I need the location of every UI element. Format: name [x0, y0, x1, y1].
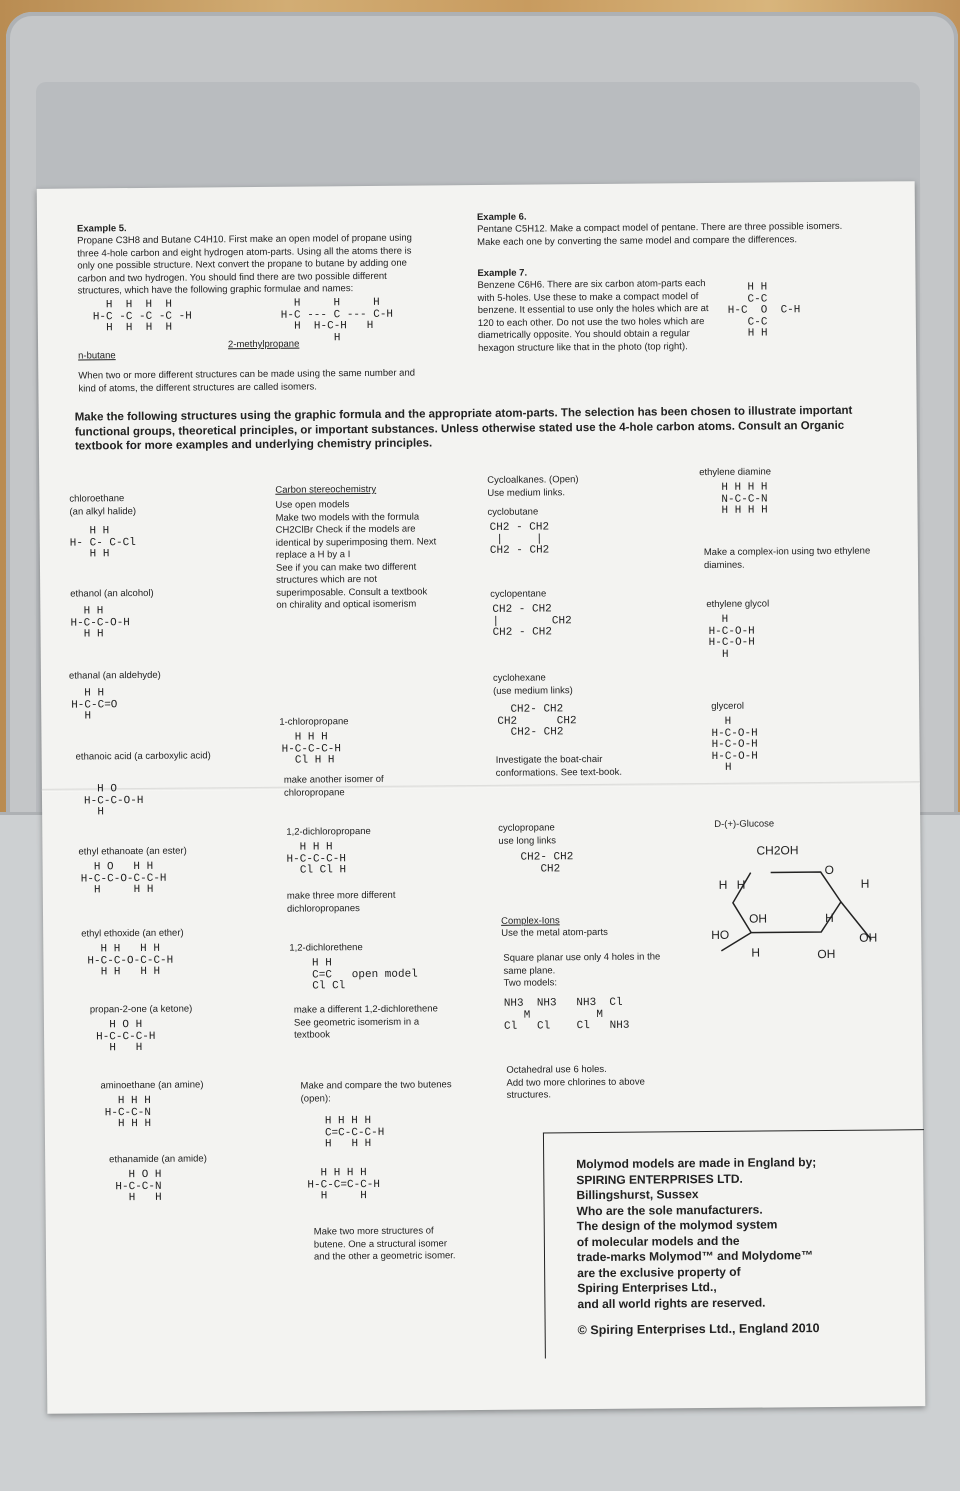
instructions: Make the following structures using the graphic formula and the appropriate atom-parts. The selection has been chosen to illustrate important functional groups, theoretical principles, or important substances. Unless otherwise stated use the 4-hole carbon atoms. Consult an Organic textbook for more examples and underlying chemistry principles. — [74, 404, 853, 453]
stereo-text: Use open models Make two models with the formula CH2ClBr Check if the models are identical by superimposing them. Next replace a H by a I See if you can make two different structures which are not superimposable. Consult a textbook on chirality and optical isomerism — [275, 499, 437, 611]
butenes-label: Make and compare the two butenes (open): — [300, 1079, 452, 1105]
glucose-h5: H — [751, 945, 761, 960]
glucose-oh1: OH — [749, 911, 768, 926]
dichloropropane-label: 1,2-dichloropropane — [286, 825, 371, 838]
ethanol-label: ethanol (an alcohol) — [70, 587, 154, 600]
glucose-label: D-(+)-Glucose — [714, 818, 775, 830]
chloroethane-formula: H H H- C- C-Cl H H — [69, 525, 136, 561]
glucose-h4: H — [825, 910, 834, 926]
ethylene-diamine-label: ethylene diamine — [699, 466, 772, 479]
copyright: © Spiring Enterprises Ltd., England 2010 — [577, 1321, 820, 1338]
nbutane-label: n-butane — [78, 350, 116, 362]
glucose-ho: HO — [711, 927, 730, 942]
cyclohexane-formula: CH2- CH2 CH2 CH2 CH2- CH2 — [497, 703, 577, 739]
octahedral-text: Octahedral use 6 holes. Add two more chlorines to above structures. — [506, 1063, 645, 1101]
dichloroethene-label: 1,2-dichlorethene — [289, 942, 363, 954]
chloropropane-label: 1-chloropropane — [279, 716, 349, 728]
cyclo-title: Cycloalkanes. (Open) Use medium links. — [487, 474, 579, 499]
nbutane-formula: H H H H H-C -C -C -C -H H H H H — [92, 298, 192, 335]
complex-ions-block — [501, 901, 666, 940]
glucose-ch2oh: CH2OH — [756, 843, 799, 858]
stereo-title: Carbon stereochemistry — [275, 483, 377, 496]
paper-fold — [42, 781, 920, 792]
ethylene-glycol-label: ethylene glycol — [706, 598, 770, 611]
glucose-h1: H — [718, 877, 728, 892]
example5-block — [77, 207, 423, 298]
isomers-definition: When two or more different structures can be made using the same number and kind of atoms, the different structures are called isomers. — [78, 367, 416, 394]
methylpropane-label: 2-methylpropane — [227, 338, 300, 351]
cyclobutane-label: cyclobutane — [487, 506, 539, 518]
example6-title: Example 6. — [476, 211, 527, 223]
square-planar-text: Square planar use only 4 holes in the same plane. Two models: — [503, 951, 661, 989]
chloropropane-note: make another isomer of chloropropane — [283, 773, 384, 799]
butene2-formula: H H H H H-C-C=C-C-H H H — [307, 1167, 381, 1203]
example5-title: Example 5. — [76, 222, 127, 235]
example6-block — [477, 196, 847, 249]
ethanol-formula: H H H-C-C-O-H H H — [70, 605, 130, 641]
dichloropropane-note: make three more different dichloropropanes — [286, 889, 396, 915]
ethyl-ethoxide-label: ethyl ethoxide (an ether) — [81, 927, 184, 940]
glucose-ring-drawing — [710, 839, 891, 971]
cyclopropane-label: cyclopropane use long links — [498, 822, 556, 847]
instruction-sheet — [37, 181, 926, 1414]
ethyl-ethanoate-label: ethyl ethanoate (an ester) — [78, 845, 187, 858]
glucose-h2: H — [736, 877, 746, 892]
ethanamide-label: ethanamide (an amide) — [109, 1153, 207, 1166]
cyclobutane-formula: CH2 - CH2 | | CH2 - CH2 — [489, 521, 550, 557]
cyclopropane-formula: CH2- CH2 CH2 — [520, 851, 574, 876]
chloropropane-formula: H H H H-C-C-C-H Cl H H — [281, 731, 342, 767]
cyclopentane-label: cyclopentane — [490, 588, 547, 600]
ethanamide-formula: H O H H-C-C-N H H — [115, 1168, 162, 1205]
example7-block — [477, 253, 718, 355]
example5-text: Propane C3H8 and Butane C4H10. First make an open model of propane using three 4-hole carbon and eight hydrogen atom-parts. Using all the atoms there is only one possible structure. Next convert the propane to butane by adding one carbon and two hydrogen. You should find there are two possible different structures, which have the following graphic formulae and names: — [77, 232, 412, 297]
cyclohexane-label: cyclohexane (use medium links) — [492, 672, 573, 697]
butene1-formula: H H H H C=C-C-C-H H H H — [324, 1114, 385, 1151]
aminoethane-formula: H H H H-C-C-N H H H — [104, 1094, 152, 1131]
ethyl-ethoxide-formula: H H H H H-C-C-O-C-C-H H H H H — [87, 942, 174, 979]
glycerol-formula: H H-C-O-H H-C-O-H H-C-O-H H — [711, 715, 758, 774]
example7-text: Benzene C6H6. There are six carbon atom-parts each with 5-holes. Use these to make a compact model of benzene. It essential to use only the holes which are at 120 to each other. Do not use the two holes which are diametrically opposite. You should obtain a regular hexagon structure like that in the photo (top right). — [477, 278, 709, 354]
square-planar-formula: NH3 NH3 NH3 Cl M M Cl Cl Cl NH3 — [503, 996, 630, 1033]
dichloropropane-formula: H H H H-C-C-C-H Cl Cl H — [286, 841, 347, 877]
glycerol-label: glycerol — [711, 700, 745, 712]
example6-text: Pentane C5H12. Make a compact model of pentane. There are three possible isomers. Make each one by converting the same model and compare the differences. — [476, 220, 843, 248]
glucose-oh2: OH — [859, 930, 878, 945]
dichloroethene-formula: H H C=C open model Cl Cl — [305, 957, 418, 993]
methylpropane-formula: H H H H-C --- C --- C-H H H-C-H H H — [280, 296, 394, 345]
manufacturer-box — [543, 1129, 926, 1358]
aminoethane-label: aminoethane (an amine) — [100, 1079, 204, 1092]
ethylene-glycol-formula: H H-C-O-H H-C-O-H H — [708, 613, 755, 661]
dichloroethene-note: make a different 1,2-dichlorethene See geometric isomerism in a textbook — [293, 1003, 438, 1041]
glucose-h3: H — [860, 876, 870, 891]
butenes-note: Make two more structures of butene. One a structural isomer and the other a geometric isomer. — [313, 1225, 456, 1263]
cyclopentane-formula: CH2 - CH2 | CH2 CH2 - CH2 — [492, 603, 572, 639]
ethanal-formula: H H H-C-C=O H — [71, 687, 118, 723]
ethyl-ethanoate-formula: H O H H H-C-C-O-C-C-H H H H — [80, 860, 167, 897]
glucose-ring — [710, 839, 891, 971]
glucose-o: O — [824, 862, 835, 878]
complex-ion-note: Make a complex-ion using two ethylene diamines. — [703, 545, 871, 571]
ethanoic-acid-label: ethanoic acid (a carboxylic acid) — [75, 750, 211, 763]
example7-title: Example 7. — [477, 267, 528, 279]
ethanoic-acid-formula: H O H-C-C-O-H H — [83, 783, 144, 819]
complex-ions-title: Complex-Ions — [501, 914, 560, 927]
ethanal-label: ethanal (an aldehyde) — [68, 669, 161, 682]
propanone-label: propan-2-one (a ketone) — [89, 1003, 193, 1016]
manufacturer-text: Molymod models are made in England by; SPIRING ENTERPRISES LTD. Billingshurst, Sussex Who are the sole manufacturers. The design of the molymod system of molecular models and the trade-marks Molymod™ and Molydome™ are the exclusive property of Spiring Enterprises Ltd., and all world rights are reserved. — [576, 1155, 817, 1311]
propanone-formula: H O H H-C-C-C-H H H — [95, 1018, 156, 1055]
ethylene-diamine-formula: H H H H N-C-C-N H H H H — [721, 481, 768, 517]
benzene-formula: H H C-C H-C O C-H C-C H H — [727, 281, 801, 340]
cyclohexane-note: Investigate the boat-chair conformations. See text-book. — [495, 753, 623, 779]
complex-ions-text: Use the metal atom-parts — [501, 926, 608, 939]
chloroethane-label: chloroethane (an alkyl halide) — [69, 493, 137, 518]
glucose-oh3: OH — [817, 946, 836, 962]
